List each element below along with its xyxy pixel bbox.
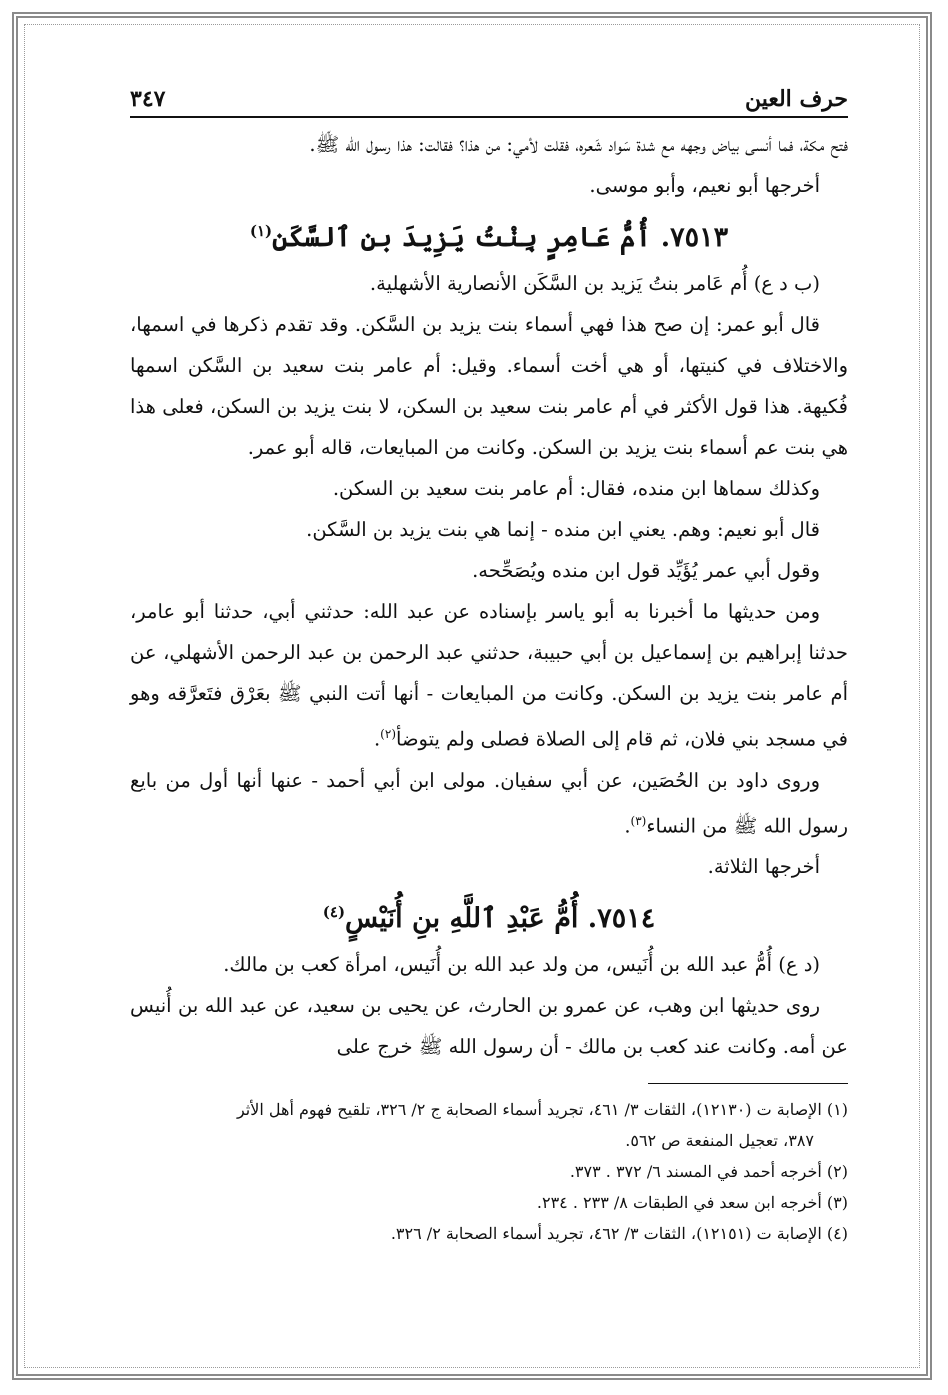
paragraph: وقول أبي عمر يُؤَيِّد قول ابن منده ويُصَحِّحه. — [472, 559, 820, 582]
paragraph: (ب د ع) أُم عَامر بنتُ يَزيد بن السَّكَن الأنصارية الأشهلية. — [369, 272, 820, 295]
book-page — [130, 80, 848, 1340]
entry-title — [130, 889, 848, 942]
footnote-separator — [648, 1083, 848, 1084]
page-number: ٣٤٧ — [130, 86, 166, 112]
footnote: (٢) أخرجه أحمد في المسند ٦/ ٣٧٢ . ٣٧٣. — [569, 1162, 848, 1181]
paragraph: (د ع) أُمُّ عبد الله بن أُنَيس، من ولد عبد الله بن أُنَيس، امرأة كعب بن مالك. — [223, 953, 820, 976]
paragraph: ومن حديثها ما أخبرنا به أبو ياسر بإسناده عن عبد الله: حدثني أبي، حدثنا أبو عامر، حدثنا إبراهيم بن إسماعيل بن أبي حبيبة، حدثني عبد الرحمن بن عبد الرحمن الأشهلي، عن أم عامر بنت يزيد بن السكن. وكانت من المبايعات - أنها أتت النبي ﷺ بعَرْق فتَعرَّقه وهو في مسجد بني فلان، ثم قام إلى الصلاة فصلى ولم يتوضأ$^{(٢)}$. — [130, 600, 848, 751]
entry-title — [130, 208, 848, 261]
paragraph-text: ومن حديثها ما أخبرنا به أبو ياسر بإسناده عن عبد الله: حدثني أبي، حدثنا أبو عامر، حدثنا إبراهيم بن إسماعيل بن أبي حبيبة، حدثني عبد الرحمن بن عبد الرحمن الأشهلي، عن أم عامر بنت يزيد بن السكن. وكانت من المبايعات - أنها أتت النبي ﷺ بعَرْق فتَعرَّقه وهو في مسجد بني فلان، ثم قام إلى الصلاة فصلى ولم يتوضأ — [130, 600, 848, 751]
paragraph: أخرجها الثلاثة. — [707, 855, 820, 878]
footnote-marker: (٣) — [630, 813, 647, 828]
footnote: (١) الإصابة ت (١٢١٣٠)، الثقات ٣/ ٤٦١، تجريد أسماء الصحابة ج ٢/ ٣٢٦، تلقيح فهوم أهل الأثر — [236, 1100, 848, 1119]
paragraph: قال أبو نعيم: وهم. يعني ابن منده - إنما هي بنت يزيد بن السَّكن. — [306, 518, 820, 541]
paragraph: وكذلك سماها ابن منده، فقال: أم عامر بنت سعيد بن السكن. — [332, 477, 820, 500]
footnote: (٤) الإصابة ت (١٢١٥١)، الثقات ٣/ ٤٦٢، تجريد أسماء الصحابة ٢/ ٣٢٦. — [390, 1224, 848, 1243]
entry-title-text: ٧٥١٤. أُمُّ عَبْدِ ٱللَّهِ بنِ أُنَيْسٍ — [345, 903, 656, 934]
running-header — [130, 80, 848, 118]
footnote: (٣) أخرجه ابن سعد في الطبقات ٨/ ٢٣٣ . ٢٣٤. — [536, 1193, 848, 1212]
paragraph: وروى داود بن الحُصَين، عن أبي سفيان. مولى ابن أبي أحمد - عنها أنها أول من بايع رسول الله ﷺ من النساء$^{(٣)}$. — [130, 768, 848, 837]
footnote-marker: (١) — [249, 222, 273, 240]
paragraph-text: وروى داود بن الحُصَين، عن أبي سفيان. مولى ابن أبي أحمد - عنها أنها أول من بايع رسول الله ﷺ من النساء — [130, 768, 848, 837]
section-title: حرف العين — [744, 86, 848, 112]
paragraph: قال أبو عمر: إن صح هذا فهي أسماء بنت يزيد بن السَّكن. وقد تقدم ذكرها في اسمها، والاختلاف في كنيتها، أو هي أخت أسماء. وقيل: أم عامر بنت سعيد بن السَّكن اسمها فُكيهة. هذا قول الأكثر في أم عامر بنت سعيد بن السكن، لا بنت يزيد بن السكن، فعلى هذا هي بنت عم أسماء بنت يزيد بن السكن. وكانت من المبايعات، قاله أبو عمر. — [130, 313, 848, 459]
footnote-continuation: ٣٨٧، تعجيل المنفعة ص ٥٦٢. — [625, 1131, 814, 1150]
entry-title-text: ٧٥١٣. أُمُّ عَامِرٍ بِنْتُ يَزِيدَ بنِ ٱلسَّكَنِ — [272, 222, 729, 253]
footnote-marker: (٤) — [322, 903, 346, 921]
paragraph: فتح مكة، فما أنسى بياض وجهه مع شدة سَواد شَعره، فقلت لأمي: من هذا؟ فقالت: هذا رسول الله ﷺ. — [309, 133, 848, 156]
paragraph: أخرجها أبو نعيم، وأبو موسى. — [589, 174, 820, 197]
footnote-marker: (٢) — [380, 727, 396, 741]
paragraph: روى حديثها ابن وهب، عن عمرو بن الحارث، عن يحيى بن سعيد، عن عبد الله بن أُنيس عن أمه. وكانت عند كعب بن مالك - أن رسول الله ﷺ خرج على — [130, 994, 848, 1058]
